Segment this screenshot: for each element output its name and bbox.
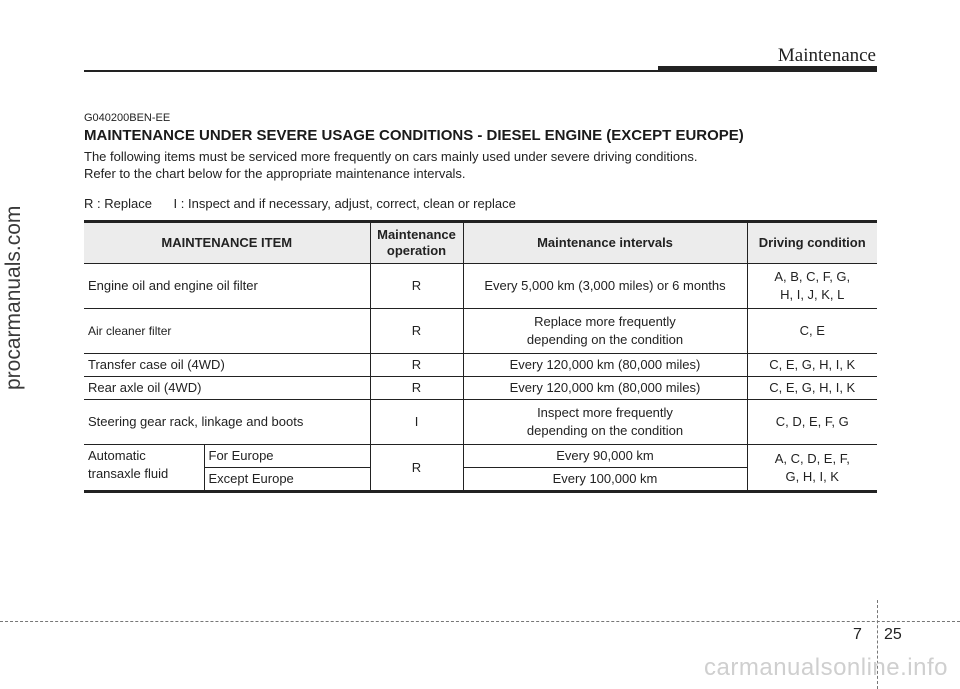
transaxle-condition (747, 445, 877, 492)
section-heading: MAINTENANCE UNDER SEVERE USAGE CONDITIONS - DIESEL ENGINE (EXCEPT EUROPE) (84, 127, 744, 144)
row-condition: C, E (747, 309, 877, 354)
maintenance-table (84, 220, 877, 493)
transaxle-item (84, 445, 204, 492)
row-interval-line-2: depending on the condition (526, 423, 684, 438)
page-number: 25 (884, 626, 902, 643)
row-interval (463, 400, 747, 445)
row-condition-line-2: H, I, J, K, L (780, 287, 845, 302)
row-condition (747, 264, 877, 309)
row-item: Engine oil and engine oil filter (84, 264, 370, 309)
table-row (84, 309, 877, 354)
row-operation: R (370, 377, 463, 400)
legend (84, 196, 534, 211)
transaxle-operation: R (370, 445, 463, 492)
header-item: MAINTENANCE ITEM (84, 222, 370, 264)
header-rule-thick (658, 66, 877, 72)
row-condition-line-1: A, B, C, F, G, (774, 269, 851, 284)
row-item: Steering gear rack, linkage and boots (84, 400, 370, 445)
header-intervals: Maintenance intervals (463, 222, 747, 264)
intro-text (84, 148, 697, 182)
row-operation: R (370, 354, 463, 377)
row-interval-line-2: depending on the condition (526, 332, 684, 347)
transaxle-condition-line-2: G, H, I, K (785, 468, 839, 484)
row-operation: R (370, 264, 463, 309)
table-row (84, 445, 877, 468)
row-operation: R (370, 309, 463, 354)
header-condition: Driving condition (747, 222, 877, 264)
table-header-row (84, 222, 877, 264)
row-interval: Every 120,000 km (80,000 miles) (463, 354, 747, 377)
row-item: Transfer case oil (4WD) (84, 354, 370, 377)
page-chapter-number: 7 (853, 626, 862, 643)
transaxle-interval-except-europe: Every 100,000 km (463, 468, 747, 492)
header-operation: Maintenance operation (370, 222, 463, 264)
legend-replace: R : Replace (84, 196, 152, 211)
row-interval-line-1: Replace more frequently (534, 314, 676, 329)
footer-watermark: carmanualsonline.info (704, 654, 948, 681)
table-row (84, 377, 877, 400)
transaxle-interval-europe: Every 90,000 km (463, 445, 747, 468)
transaxle-item-line-1: Automatic (88, 448, 146, 463)
transaxle-sub-europe: For Europe (204, 445, 370, 468)
row-interval: Every 5,000 km (3,000 miles) or 6 months (463, 264, 747, 309)
section-code: G040200BEN-EE (84, 112, 171, 124)
row-interval-line-1: Inspect more frequently (537, 405, 673, 420)
footer-dashed-rule (0, 621, 960, 622)
row-condition: C, D, E, F, G (747, 400, 877, 445)
row-interval: Every 120,000 km (80,000 miles) (463, 377, 747, 400)
row-operation: I (370, 400, 463, 445)
intro-line-1: The following items must be serviced more frequently on cars mainly used under severe driving conditions. (84, 149, 698, 164)
table-row (84, 264, 877, 309)
row-item: Rear axle oil (4WD) (84, 377, 370, 400)
row-condition: C, E, G, H, I, K (747, 354, 877, 377)
table-row (84, 354, 877, 377)
table-row (84, 400, 877, 445)
legend-inspect: I : Inspect and if necessary, adjust, correct, clean or replace (173, 196, 516, 211)
transaxle-sub-except-europe: Except Europe (204, 468, 370, 492)
section-title: Maintenance (777, 45, 876, 66)
row-item: Air cleaner filter (84, 309, 370, 354)
row-interval (463, 309, 747, 354)
row-condition: C, E, G, H, I, K (747, 377, 877, 400)
transaxle-condition-line-1: A, C, D, E, F, (774, 450, 850, 466)
transaxle-item-line-2: transaxle fluid (88, 466, 169, 481)
intro-line-2: Refer to the chart below for the appropriate maintenance intervals. (84, 166, 466, 181)
header-rule-thin (84, 70, 660, 72)
side-watermark: procarmanuals.com (2, 205, 25, 390)
